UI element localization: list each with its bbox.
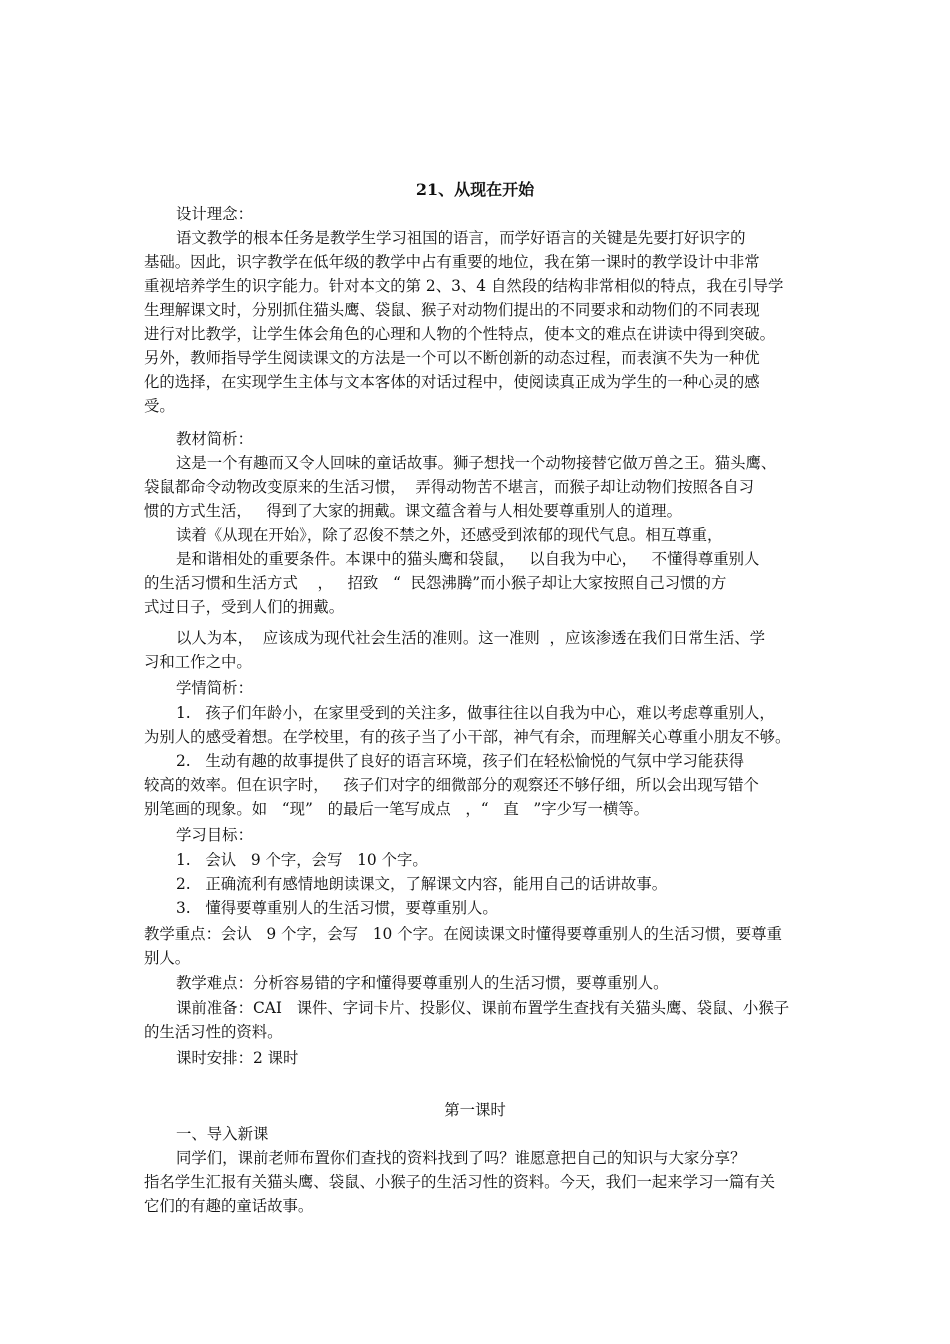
list-item: 1. 会认 9 个字，会写 10 个字。 [176, 851, 428, 869]
schedule-line: 课时安排：2 课时 [176, 1049, 299, 1067]
paragraph-line: 语文教学的根本任务是教学生学习祖国的语言，而学好语言的关键是先要打好识字的 [176, 229, 746, 247]
section-heading-introduction: 一、导入新课 [176, 1125, 269, 1143]
paragraph-line: 化的选择，在实现学生主体与文本客体的对话过程中，使阅读真正成为学生的一种心灵的感 [144, 373, 760, 391]
list-item: 1. 孩子们年龄小，在家里受到的关注多，做事往往以自我为中心，难以考虑尊重别人， [176, 704, 775, 722]
preparation-line: 课前准备：CAI 课件、字词卡片、投影仪、课前布置学生查找有关猫头鹰、袋鼠、小猴子 [176, 999, 790, 1017]
paragraph-line: 受。 [144, 397, 175, 415]
paragraph-line: 习和工作之中。 [144, 653, 252, 671]
paragraph-line: 较高的效率。但在识字时， 孩子们对字的细微部分的观察还不够仔细，所以会出现写错个 [144, 776, 759, 794]
paragraph-line: 袋鼠都命令动物改变原来的生活习惯， 弄得动物苦不堪言，而猴子却让动物们按照各自习 [144, 478, 755, 496]
paragraph-line: 生理解课文时，分别抓住猫头鹰、袋鼠、猴子对动物们提出的不同要求和动物们的不同表现 [144, 301, 760, 319]
list-item: 2. 生动有趣的故事提供了良好的语言环境，孩子们在轻松愉悦的气氛中学习能获得 [176, 752, 745, 770]
paragraph-line: 基础。因此，识字教学在低年级的教学中占有重要的地位，我在第一课时的教学设计中非常 [144, 253, 760, 271]
document-title: 21、从现在开始 [415, 180, 535, 199]
paragraph-line: 同学们，课前老师布置你们查找的资料找到了吗？谁愿意把自己的知识与大家分享？ [176, 1149, 746, 1167]
list-item: 3. 懂得要尊重别人的生活习惯，要尊重别人。 [176, 899, 498, 917]
paragraph-line: 它们的有趣的童话故事。 [144, 1197, 314, 1215]
paragraph-line: 读着《从现在开始》，除了忍俊不禁之外，还感受到浓郁的现代气息。相互尊重， [176, 526, 723, 544]
paragraph-line: 进行对比教学，让学生体会角色的心理和人物的个性特点，使本文的难点在讲读中得到突破。 [144, 325, 776, 343]
paragraph-line: 这是一个有趣而又令人回味的童话故事。狮子想找一个动物接替它做万兽之王。猫头鹰、 [176, 454, 777, 472]
section-heading-learner-analysis: 学情简析： [176, 679, 253, 697]
paragraph-line: 指名学生汇报有关猫头鹰、袋鼠、小猴子的生活习性的资料。今天，我们一起来学习一篇有关 [144, 1173, 776, 1191]
paragraph-line: 是和谐相处的重要条件。本课中的猫头鹰和袋鼠， 以自我为中心， 不懂得尊重别人 [176, 550, 760, 568]
paragraph-line: 的生活习惯和生活方式 ， 招致 “ 民怨沸腾”而小猴子却让大家按照自己习惯的方 [144, 574, 727, 592]
lesson-heading: 第一课时 [444, 1101, 506, 1119]
paragraph-line: 的生活习性的资料。 [144, 1023, 283, 1041]
paragraph-line: 别笔画的现象。如 “现” 的最后一笔写成点 ，“ 直 ”字少写一横等。 [144, 800, 650, 818]
list-item: 2. 正确流利有感情地朗读课文，了解课文内容，能用自己的话讲故事。 [176, 875, 668, 893]
paragraph-line: 别人。 [144, 949, 191, 967]
paragraph-line: 式过日子，受到人们的拥戴。 [144, 598, 345, 616]
section-heading-textbook-analysis: 教材简析： [176, 430, 253, 448]
paragraph-line: 惯的方式生活， 得到了大家的拥戴。课文蕴含着与人相处要尊重别人的道理。 [144, 502, 682, 520]
teaching-focus-line: 教学重点：会认 9 个字，会写 10 个字。在阅读课文时懂得要尊重别人的生活习惯，要尊重 [144, 925, 782, 943]
paragraph-line: 重视培养学生的识字能力。针对本文的第 2、3、4 自然段的结构非常相似的特点，我在引导学 [144, 277, 784, 295]
paragraph-line: 另外，教师指导学生阅读课文的方法是一个可以不断创新的动态过程，而表演不失为一种优 [144, 349, 760, 367]
section-heading-design-concept: 设计理念： [176, 205, 253, 223]
paragraph-line: 以人为本， 应该成为现代社会生活的准则。这一准则 ，应该渗透在我们日常生活、学 [176, 629, 766, 647]
teaching-difficulty-line: 教学难点：分析容易错的字和懂得要尊重别人的生活习惯，要尊重别人。 [176, 974, 669, 992]
paragraph-line: 为别人的感受着想。在学校里，有的孩子当了小干部，神气有余，而理解关心尊重小朋友不够。 [144, 728, 791, 746]
section-heading-learning-goals: 学习目标： [176, 826, 253, 844]
